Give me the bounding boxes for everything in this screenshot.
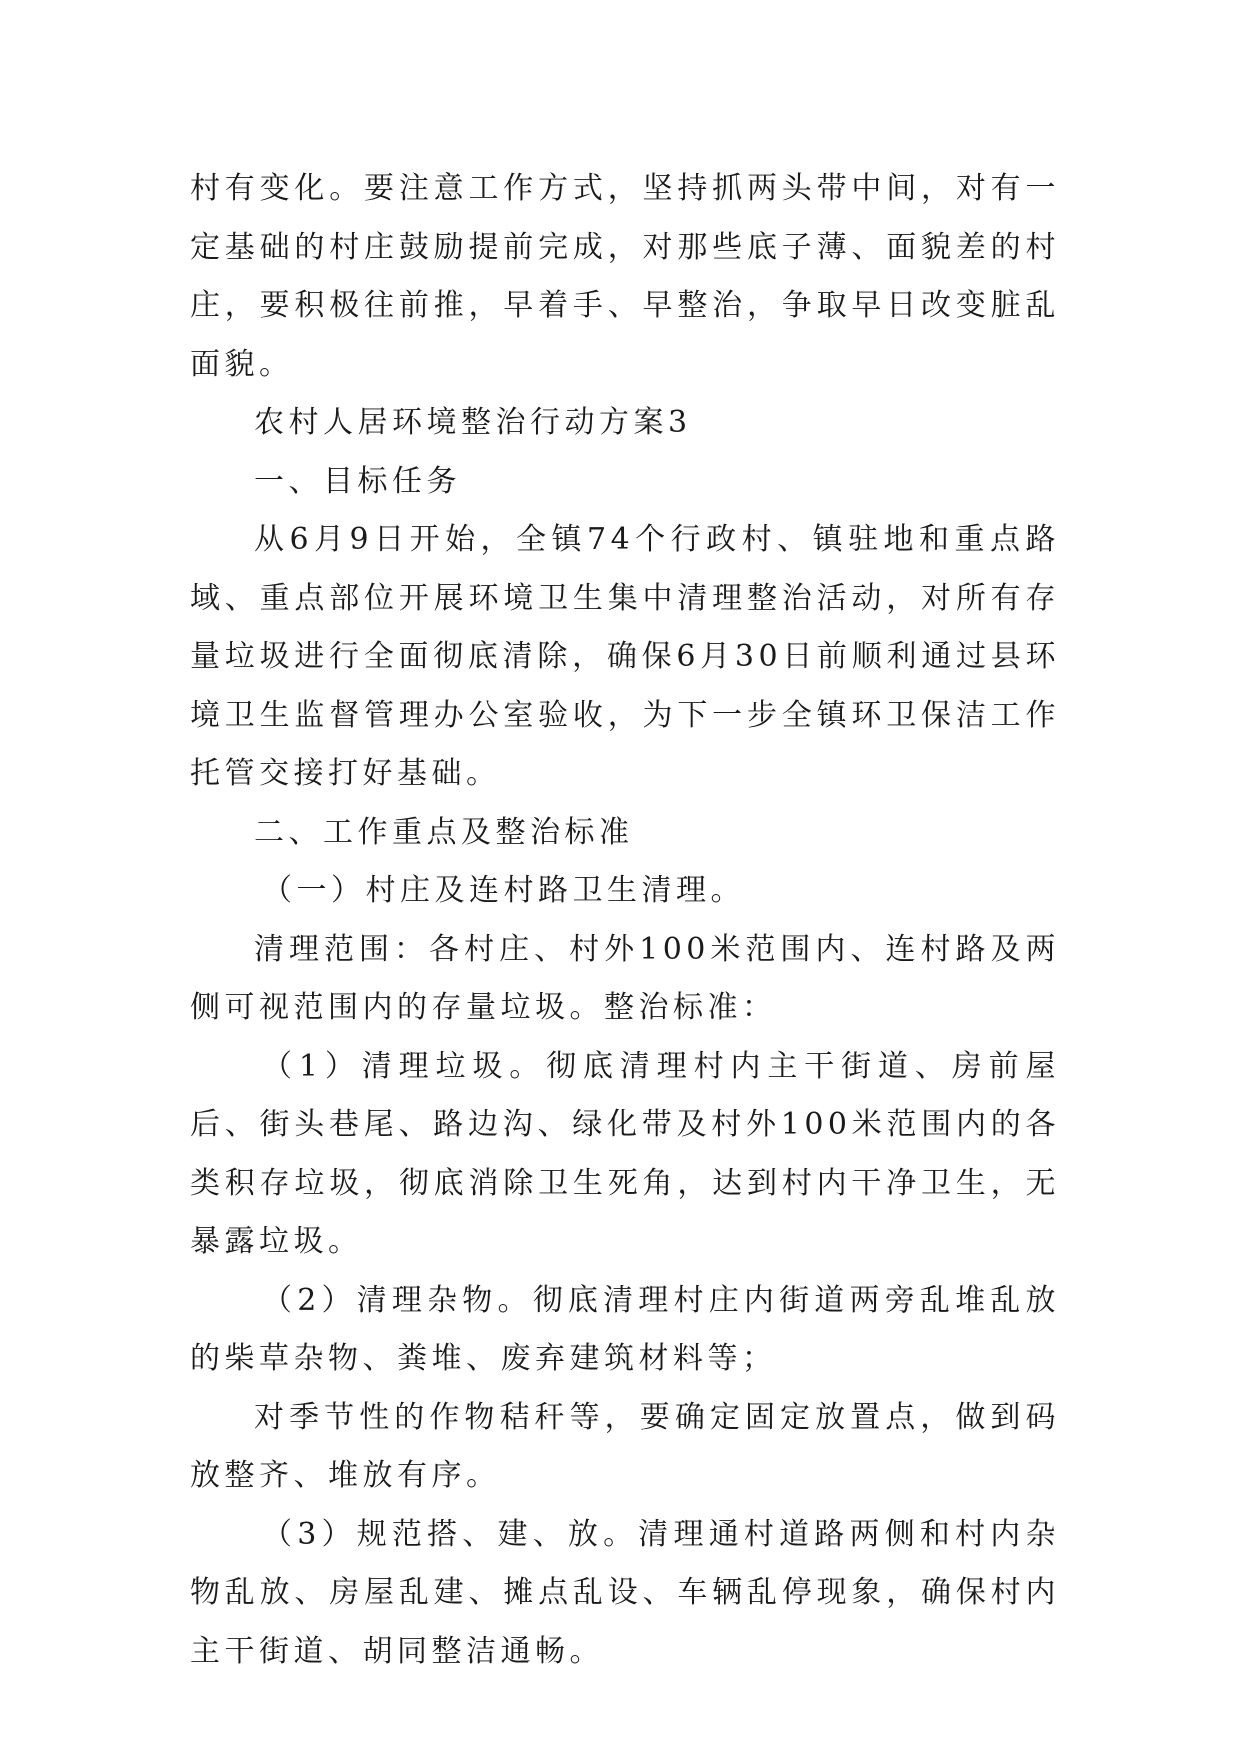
list-item-2: （2）清理杂物。彻底清理村庄内街道两旁乱堆乱放的柴草杂物、粪堆、废弃建筑材料等； [190,1282,1060,1376]
list-item-3: （3）规范搭、建、放。清理通村道路两侧和村内杂物乱放、房屋乱建、摊点乱设、车辆乱停现象，确保村内主干街道、胡同整洁通畅。 [190,1516,1060,1669]
list-item-1: （1）清理垃圾。彻底清理村内主干街道、房前屋后、街头巷尾、路边沟、绿化带及村外100米范围内的各类积存垃圾，彻底消除卫生死角，达到村内干净卫生，无暴露垃圾。 [190,1048,1060,1259]
paragraph-continuation: 村有变化。要注意工作方式，坚持抓两头带中间，对有一定基础的村庄鼓励提前完成，对那些底子薄、面貌差的村庄，要积极往前推，早着手、早整治，争取早日改变脏乱面貌。 [190,171,1060,382]
paragraph-cleanup-scope: 清理范围：各村庄、村外100米范围内、连村路及两侧可视范围内的存量垃圾。整治标准： [190,931,1060,1025]
heading-key-work: 二、工作重点及整治标准 [254,814,634,850]
section-title: 农村人居环境整治行动方案3 [254,405,692,440]
paragraph-seasonal-straw: 对季节性的作物秸秆等，要确定固定放置点，做到码放整齐、堆放有序。 [190,1399,1060,1493]
subheading-village-cleanup: （一）村庄及连村路卫生清理。 [262,873,745,908]
heading-goals: 一、目标任务 [254,463,461,499]
document-body [190,160,1060,1681]
paragraph-goals: 从6月9日开始，全镇74个行政村、镇驻地和重点路域、重点部位开展环境卫生集中清理整治活动，对所有存量垃圾进行全面彻底清除，确保6月30日前顺利通过县环境卫生监督管理办公室验收，为下一步全镇环卫保洁工作托管交接打好基础。 [190,522,1060,791]
